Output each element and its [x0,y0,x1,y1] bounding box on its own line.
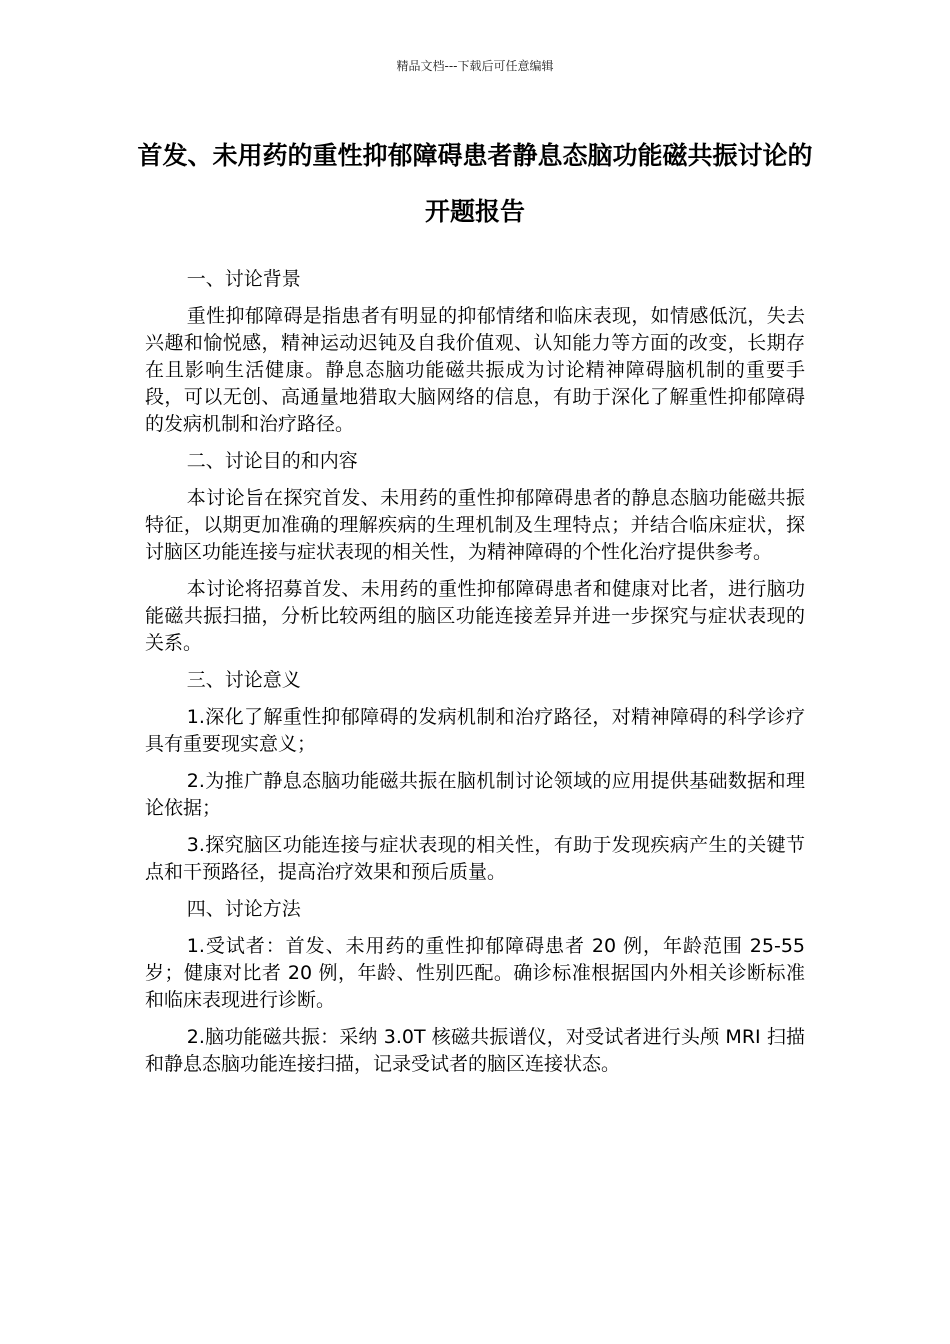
section-heading-significance: 三、讨论意义 [186,669,301,691]
document-body [145,266,805,1088]
paragraph-objectives-2: 本讨论将招募首发、未用药的重性抑郁障碍患者和健康对比者，进行脑功能磁共振扫描，分析比较两组的脑区功能连接差异并进一步探究与症状表现的关系。 [145,578,805,654]
paragraph-objectives-1: 本讨论旨在探究首发、未用药的重性抑郁障碍患者的静息态脑功能磁共振特征，以期更加准确的理解疾病的生理机制及生理特点；并结合临床症状，探讨脑区功能连接与症状表现的相关性，为精神障碍的个性化治疗提供参考。 [145,487,805,563]
section-heading-methods: 四、讨论方法 [186,898,301,920]
paragraph-methods-1: 1.受试者：首发、未用药的重性抑郁障碍患者 20 例，年龄范围 25-55 岁；健康对比者 20 例，年龄、性别匹配。确诊标准根据国内外相关诊断标准和临床表现进行诊断。 [145,935,805,1011]
paragraph-background: 重性抑郁障碍是指患者有明显的抑郁情绪和临床表现，如情感低沉，失去兴趣和愉悦感，精神运动迟钝及自我价值观、认知能力等方面的改变，长期存在且影响生活健康。静息态脑功能磁共振成为讨论精神障碍脑机制的重要手段，可以无创、高通量地猎取大脑网络的信息，有助于深化了解重性抑郁障碍的发病机制和治疗路径。 [145,305,805,435]
section-heading-background: 一、讨论背景 [186,268,301,290]
page-header: 精品文档---下载后可任意编辑 [396,59,554,73]
document-title: 首发、未用药的重性抑郁障碍患者静息态脑功能磁共振讨论的开题报告 [137,141,813,226]
section-heading-objectives: 二、讨论目的和内容 [186,450,358,472]
paragraph-methods-2: 2.脑功能磁共振：采纳 3.0T 核磁共振谱仪，对受试者进行头颅 MRI 扫描和静息态脑功能连接扫描，记录受试者的脑区连接状态。 [145,1026,805,1075]
paragraph-significance-2: 2.为推广静息态脑功能磁共振在脑机制讨论领域的应用提供基础数据和理论依据； [145,770,805,819]
paragraph-significance-3: 3.探究脑区功能连接与症状表现的相关性，有助于发现疾病产生的关键节点和干预路径，提高治疗效果和预后质量。 [145,834,805,883]
paragraph-significance-1: 1.深化了解重性抑郁障碍的发病机制和治疗路径，对精神障碍的科学诊疗具有重要现实意义； [145,706,805,755]
